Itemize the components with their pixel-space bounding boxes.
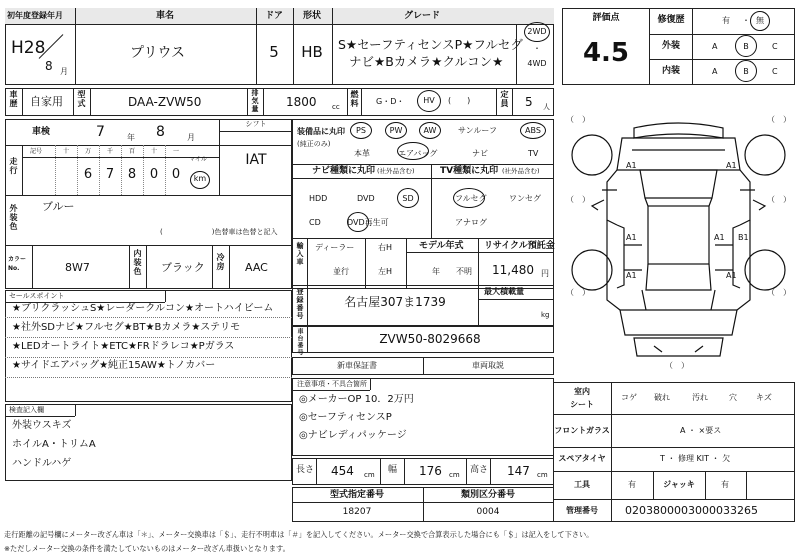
footer-line-1: 走行距離の記号欄にメーター改ざん車は「＊」、メーター交換車は「＄」、走行不明車は「＃」を記入してください。メーター交換で合算表示した場合にも「＄」は記入をして下さい。 <box>4 530 594 539</box>
svg-text:（ ）: （ ） <box>665 361 689 370</box>
inspector-line-2: ホイルA・トリムA <box>12 439 96 450</box>
shift-type: IAT <box>245 152 267 168</box>
mileage-digit-4: 0 <box>149 167 159 182</box>
length: 454 <box>331 464 354 478</box>
tv-oneseg: ワンセグ <box>509 194 541 203</box>
tools-value: 有 <box>628 480 636 489</box>
chassis-number: ZVW50-8029668 <box>379 332 481 346</box>
equip-tv: TV <box>528 149 539 158</box>
diagram-a1-2: A1 <box>726 161 737 170</box>
inspector-line-1: 外装ウスキズ <box>12 420 72 431</box>
inspection-month: 8 <box>156 124 165 140</box>
drive-2wd: 2WD <box>527 27 547 36</box>
reg-month: 8 <box>45 59 53 73</box>
exterior-color: ブルー <box>42 200 75 213</box>
height: 147 <box>507 464 530 478</box>
model-code: DAA-ZVW50 <box>128 95 202 109</box>
navi-dvd: DVD <box>357 194 375 203</box>
svg-text:（ ）: （ ） <box>566 115 590 124</box>
aircon: AAC <box>245 261 268 274</box>
equip-airbag: エアバッグ <box>398 149 438 158</box>
sales-point-1: ★ブリクラッシュS★レーダークルコン★オートハイビーム <box>12 303 274 314</box>
registration-number: 名古屋307ま1739 <box>344 295 446 309</box>
navi-sd: SD <box>402 194 414 203</box>
grade-line1: S★セーフティセンスP★フルセグ <box>338 37 523 52</box>
era-year: H28 <box>11 38 46 58</box>
color-note: ( )色替車は色替と記入 <box>160 228 278 236</box>
note-line-2: ◎セーフティセンスP <box>299 412 392 423</box>
car-damage-diagram <box>562 110 795 375</box>
year-label: 初年度登録年月 <box>7 11 63 20</box>
jack-value: 有 <box>721 480 729 489</box>
mileage-unit-4: 十 <box>150 148 158 155</box>
windshield-value: A ・ ×要ス <box>680 426 722 435</box>
inspector-line-3: ハンドルハゲ <box>12 458 72 469</box>
interior-color: ブラック <box>161 261 205 274</box>
door-count: 5 <box>269 43 279 61</box>
svg-text:（ ）: （ ） <box>566 195 590 204</box>
equip-pw: PW <box>389 126 403 135</box>
type-number: 18207 <box>342 507 372 517</box>
equip-sunroof: サンルーフ <box>458 126 497 135</box>
equip-aw: AW <box>423 126 437 135</box>
equip-leather: 本革 <box>354 149 370 158</box>
capacity: 5 <box>525 95 533 109</box>
tv-fullseg: フルセグ <box>455 194 487 203</box>
diagram-a1-1: A1 <box>626 161 637 170</box>
tv-analog: アナログ <box>455 218 487 227</box>
color-number: 8W7 <box>65 261 90 274</box>
mileage-digit-3: 8 <box>127 167 137 182</box>
width: 176 <box>419 464 442 478</box>
svg-text:（ ）: （ ） <box>767 115 791 124</box>
exterior-grade: B <box>743 42 749 51</box>
diagram-a1-6: A1 <box>726 271 737 280</box>
repair-none: 無 <box>756 16 764 25</box>
mileage-unit-5: 一 <box>172 148 180 155</box>
mileage-unit-3: 百 <box>128 148 136 155</box>
mileage-unit-2: 千 <box>106 148 114 155</box>
body-shape: HB <box>301 43 323 61</box>
diagram-b1: B1 <box>738 233 749 242</box>
score-value: 4.5 <box>582 38 630 68</box>
mileage-unit-1: 万 <box>84 148 92 155</box>
svg-text:（ ）: （ ） <box>767 195 791 204</box>
recycle-fee: 11,480 <box>492 263 534 277</box>
mileage-digit-2: 7 <box>105 167 115 182</box>
fuel-hv: HV <box>423 96 435 105</box>
management-number: 0203800003000033265 <box>625 504 758 517</box>
car-name-label: 車名 <box>155 11 175 21</box>
equip-navi: ナビ <box>472 149 488 158</box>
displacement: 1800 <box>286 95 317 109</box>
spec-row <box>5 88 554 116</box>
diagram-a1-5: A1 <box>626 271 637 280</box>
equip-abs: ABS <box>525 126 541 135</box>
diagram-a1-4: A1 <box>714 233 725 242</box>
class-number: 0004 <box>476 507 500 517</box>
inspection-year: 7 <box>96 124 105 140</box>
grade-line2: ナビ★Bカメラ★クルコン★ <box>349 54 504 69</box>
drive-4wd: 4WD <box>527 59 547 68</box>
navi-cd: CD <box>309 218 321 227</box>
usage: 自家用 <box>30 95 63 108</box>
car-name: プリウス <box>130 45 186 61</box>
svg-text:（ ）: （ ） <box>566 288 590 297</box>
diagram-a1-3: A1 <box>626 233 637 242</box>
footer-line-2: ※ただしメーター交換の条件を満たしていないものはメーター改ざん車扱いとなります。 <box>4 544 290 553</box>
navi-hdd: HDD <box>309 194 328 203</box>
interior-grade: B <box>743 67 749 76</box>
note-line-1: ◎メーカーOP 10．2万円 <box>299 394 414 405</box>
svg-text:（ ）: （ ） <box>767 288 791 297</box>
sales-point-3: ★LEDオートライト★ETC★FRドラレコ★Pガラス <box>12 341 235 352</box>
mileage-digit-1: 6 <box>83 167 93 182</box>
sales-point-4: ★サイドエアバッグ★純正15AW★トノカバー <box>12 360 216 371</box>
navi-dvd-play: DVD再生可 <box>347 218 389 227</box>
note-line-3: ◎ナビレディパッケージ <box>299 430 407 441</box>
spare-value: T ・ 修理 KIT ・ 欠 <box>660 454 731 463</box>
sales-point-2: ★社外SDナビ★フルセグ★BT★Bカメラ★ステリモ <box>12 322 241 333</box>
km-unit: km <box>193 174 207 183</box>
mileage-unit-0: 十 <box>62 148 70 155</box>
equip-ps: PS <box>356 126 366 135</box>
mileage-digit-5: 0 <box>171 167 181 182</box>
